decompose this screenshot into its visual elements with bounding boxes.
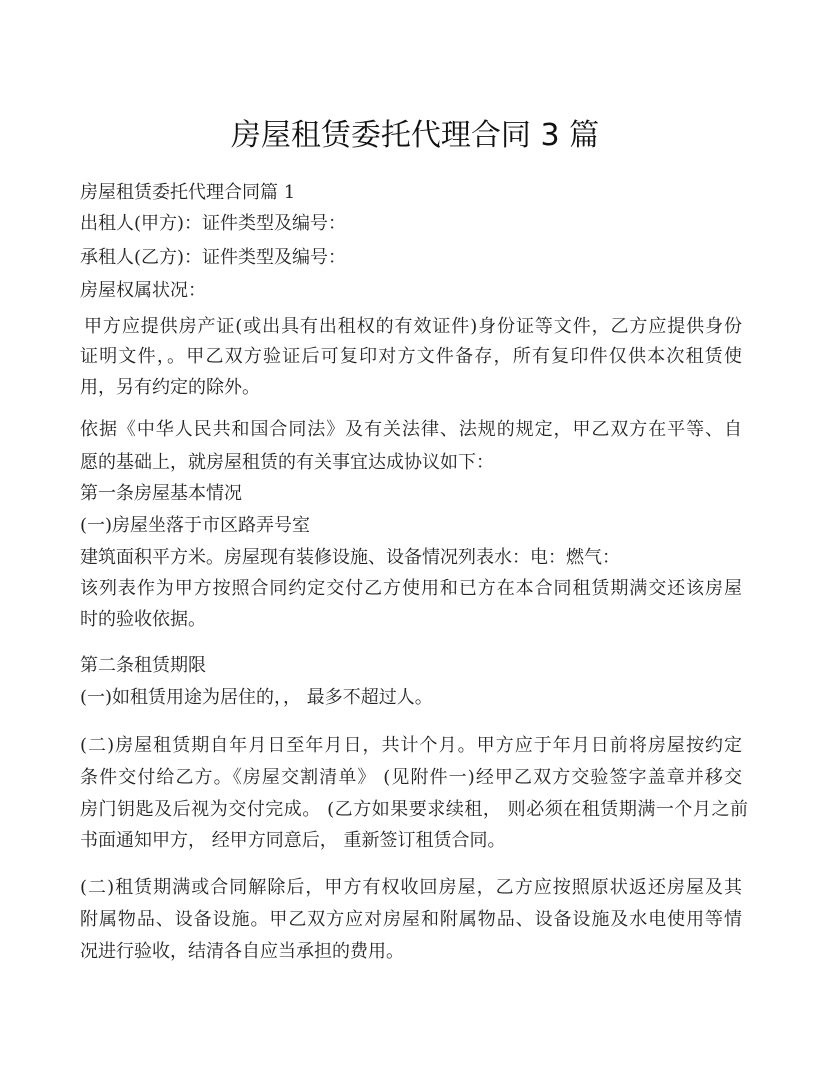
paragraph-line: (一)房屋坐落于市区路弄号室 — [80, 515, 311, 536]
paragraph-line: 证明文件，。甲乙双方验证后可复印对方文件备存，所有复印件仅供本次租赁使 — [80, 346, 742, 367]
paragraph-line: 房门钥匙及后视为交付完成。 (乙方如果要求续租， 则必须在租赁期满一个月之前 — [80, 799, 748, 820]
document-title: 房屋租赁委托代理合同 3 篇 — [230, 118, 600, 153]
paragraph-line: 出租人(甲方)：证件类型及编号： — [80, 213, 347, 234]
paragraph-line: 用，另有约定的除外。 — [80, 377, 260, 398]
section-heading: 第一条房屋基本情况 — [80, 483, 242, 504]
paragraph-line: 条件交付给乙方。《房屋交割清单》 (见附件一)经甲乙双方交验签字盖章并移交 — [80, 767, 742, 788]
paragraph-line: 该列表作为甲方按照合同约定交付乙方使用和已方在本合同租赁期满交还该房屋 — [80, 578, 742, 599]
paragraph-line: (一)如租赁用途为居住的，， 最多不超过人。 — [80, 687, 433, 708]
paragraph-line: 愿的基础上，就房屋租赁的有关事宜达成协议如下： — [80, 452, 494, 473]
paragraph-line: 房屋权属状况： — [80, 280, 206, 301]
paragraph-line: 甲方应提供房产证(或出具有出租权的有效证件)身份证等文件，乙方应提供身份 — [84, 316, 742, 337]
paragraph-line: (二)租赁期满或合同解除后，甲方有权收回房屋，乙方应按照原状返还房屋及其 — [80, 877, 742, 898]
paragraph-line: 书面通知甲方， 经甲方同意后， 重新签订租赁合同。 — [80, 830, 506, 851]
paragraph-line: 况进行验收，结清各自应当承担的费用。 — [80, 941, 404, 962]
section-heading: 房屋租赁委托代理合同篇 1 — [80, 182, 296, 203]
paragraph-line: (二)房屋租赁期自年月日至年月日，共计个月。甲方应于年月日前将房屋按约定 — [80, 735, 742, 756]
paragraph-line: 建筑面积平方米。房屋现有装修设施、设备情况列表水：电：燃气： — [80, 547, 620, 568]
paragraph-line: 承租人(乙方)：证件类型及编号： — [80, 247, 347, 268]
paragraph-line: 附属物品、设备设施。甲乙双方应对房屋和附属物品、设备设施及水电使用等情 — [80, 909, 742, 930]
section-heading: 第二条租赁期限 — [80, 655, 206, 676]
paragraph-line: 依据《中华人民共和国合同法》及有关法律、法规的规定，甲乙双方在平等、自 — [80, 419, 742, 440]
paragraph-line: 时的验收依据。 — [80, 609, 206, 630]
watermark — [259, 266, 521, 533]
